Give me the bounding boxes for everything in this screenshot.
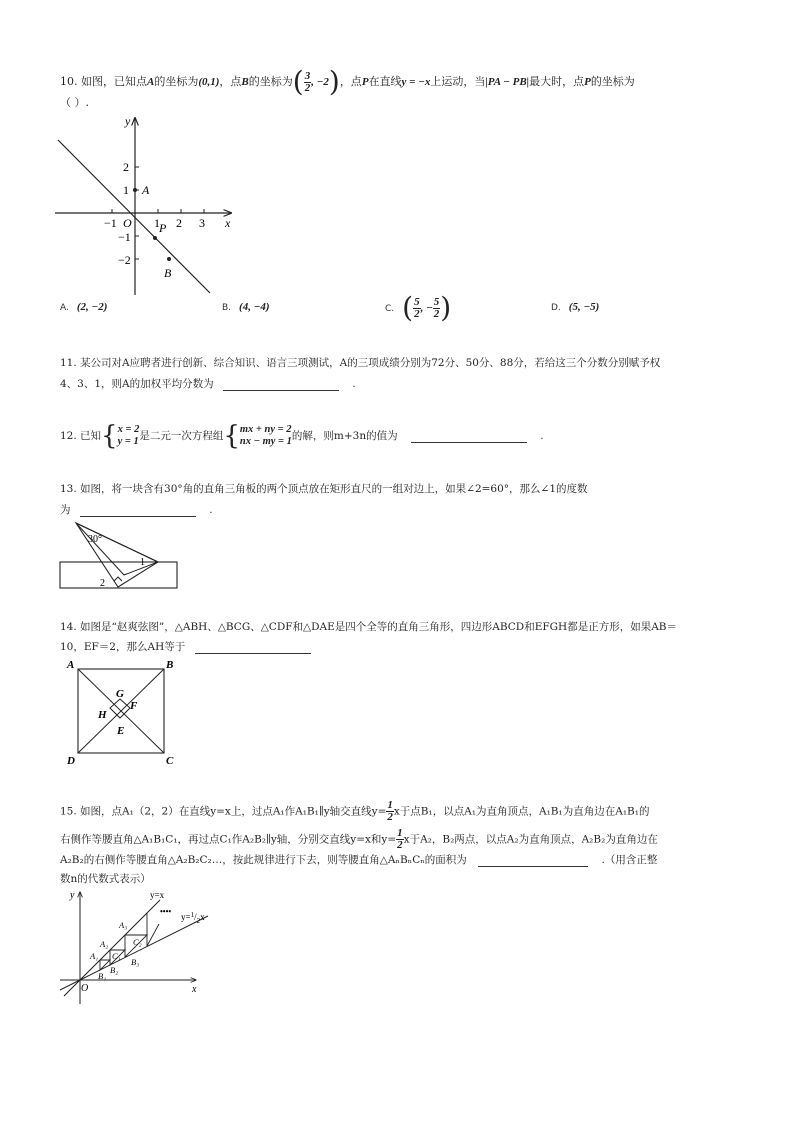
point-B bbox=[167, 257, 171, 261]
angle-1-label: 1 bbox=[140, 557, 145, 568]
line-y-neg-x bbox=[58, 140, 210, 293]
svg-text:C₂: C₂ bbox=[133, 937, 142, 947]
q13-line2: 为 . bbox=[60, 504, 213, 516]
tick-y-1: 1 bbox=[123, 183, 129, 197]
svg-text:O: O bbox=[81, 983, 89, 994]
q10-option-a[interactable]: A. (2, −2) bbox=[60, 301, 108, 313]
q11-line2: 4、3、1，则A的加权平均分数为 . bbox=[60, 378, 356, 390]
q11-number: 11. bbox=[60, 357, 77, 369]
svg-text:y: y bbox=[70, 890, 75, 901]
q12-number: 12. bbox=[60, 430, 77, 442]
q15-line3: A₂B₂的右侧作等腰直角△A₂B₂C₂…，按此规律进行下去，则等腰直角△AₙBₙCₙ的面积为 .（用含正整 bbox=[60, 854, 658, 866]
line-y-eq-half-x bbox=[60, 916, 208, 990]
svg-text:A₁: A₁ bbox=[90, 951, 99, 961]
tick-x-1: 1 bbox=[154, 216, 160, 230]
tick-y-neg1: −1 bbox=[118, 230, 131, 244]
label-P: P bbox=[159, 221, 167, 235]
tick-y-2: 2 bbox=[123, 160, 129, 174]
q14-answer-blank[interactable] bbox=[195, 641, 311, 654]
svg-text:E: E bbox=[117, 725, 125, 737]
q14-line2: 10，EF＝2，那么AH等于 bbox=[60, 640, 311, 654]
q15-line2: 右侧作等腰直角△A₁B₁C₁，再过点C₁作A₂B₂∥y轴，分别交直线y=x和y= $\frac{1}{2}$ x于A₂，B₂两点，以点A₂为直角顶点，A₂B₂为直角边在 bbox=[60, 827, 658, 851]
svg-text:B₁: B₁ bbox=[98, 971, 107, 981]
svg-text:H: H bbox=[98, 709, 107, 721]
q10-coordinate-figure bbox=[55, 115, 240, 300]
svg-text:A: A bbox=[67, 659, 75, 671]
q10-option-b[interactable]: B. (4, −4) bbox=[222, 301, 270, 313]
line-y-eq-x bbox=[64, 900, 160, 996]
svg-text:C₁: C₁ bbox=[112, 951, 121, 961]
svg-text:F: F bbox=[130, 700, 138, 712]
q13-line1: 13. 如图，将一块含有30°角的直角三角板的两个顶点放在矩形直尺的一组对边上，如果∠2=60°，那么∠1的度数 bbox=[60, 483, 588, 495]
svg-text:B₃: B₃ bbox=[131, 957, 140, 967]
angle-30-label: 30° bbox=[88, 534, 102, 545]
axis-label-x: x bbox=[225, 216, 231, 230]
q14-number: 14. bbox=[60, 621, 77, 633]
q13-number: 13. bbox=[60, 483, 77, 495]
q15-coordinate-figure bbox=[58, 888, 218, 1006]
q15-number: 15. bbox=[60, 805, 77, 818]
svg-text:B: B bbox=[166, 659, 174, 671]
label-B: B bbox=[164, 266, 172, 280]
svg-text:y=1/2x: $y=^1/_2x$ bbox=[181, 911, 205, 925]
point-P bbox=[153, 236, 157, 240]
q10-answer-paren: （ ）. bbox=[60, 96, 89, 109]
svg-text:B₂: B₂ bbox=[110, 965, 119, 975]
q10-option-c[interactable]: C. ( $\frac{5}{2}$ , − $\frac{5}{2}$ ) bbox=[385, 291, 452, 324]
q10-option-d[interactable]: D. (5, −5) bbox=[551, 301, 600, 313]
origin-label: O bbox=[123, 216, 132, 230]
q10-bx-fraction: $\frac{3}{2}$ bbox=[304, 69, 311, 94]
q14-zhao-shuang-figure bbox=[62, 657, 182, 769]
svg-text:G: G bbox=[116, 688, 124, 700]
q14-line1: 14. 如图是“赵爽弦图”，△ABH、△BCG、△CDF和△DAE是四个全等的直角三角形，四边形ABCD和EFGH都是正方形，如果AB＝ bbox=[60, 621, 678, 633]
svg-text:A₂: A₂ bbox=[100, 939, 109, 949]
q12-stem: 12. 已知{ x = 2 y = 1 是二元一次方程组{ mx + ny = 2 nx − my = 1 的解，则m+3n的值为 . bbox=[60, 421, 544, 451]
label-A: A bbox=[142, 183, 150, 197]
square-EFGH bbox=[110, 699, 130, 718]
tick-y-neg2: −2 bbox=[118, 253, 131, 267]
q13-ruler-triangle-figure bbox=[58, 520, 183, 590]
tick-x-neg1: −1 bbox=[104, 216, 117, 230]
svg-text:D: D bbox=[67, 755, 75, 767]
ruler bbox=[60, 562, 177, 588]
q15-answer-blank[interactable] bbox=[478, 854, 588, 867]
tick-x-3: 3 bbox=[199, 216, 205, 230]
q12-system1: x = 2 y = 1 bbox=[117, 424, 140, 447]
axis-label-y: y bbox=[125, 115, 131, 128]
q11-answer-blank[interactable] bbox=[223, 378, 339, 391]
q11-line1: 11. 某公司对A应聘者进行创新、综合知识、语言三项测试，A的三项成绩分别为72分、50分、88分，若给这三个分数分别赋予权 bbox=[60, 357, 661, 369]
angle-2-label: 2 bbox=[100, 578, 105, 589]
tick-x-2: 2 bbox=[176, 216, 182, 230]
q12-system2: mx + ny = 2 nx − my = 1 bbox=[239, 424, 292, 447]
svg-text:A₃: A₃ bbox=[119, 920, 128, 930]
q10-number: 10. bbox=[60, 75, 78, 88]
q15-line4: 数n的代数式表示） bbox=[60, 873, 151, 885]
svg-text:C: C bbox=[166, 755, 174, 767]
svg-text:y=x: y=x bbox=[150, 890, 165, 900]
point-A bbox=[133, 188, 137, 192]
svg-text:x: x bbox=[192, 984, 197, 995]
q10-stem: 10. 如图，已知点A的坐标为(0,1)，点B的坐标为( $\frac{3}{2}$ , −2)，点P在直线y = −x上运动，当|PA − PB|最大时，点P的坐标为 bbox=[60, 65, 635, 98]
svg-text:••••: •••• bbox=[160, 907, 172, 916]
q13-answer-blank[interactable] bbox=[80, 504, 196, 517]
q12-answer-blank[interactable] bbox=[411, 430, 527, 443]
q15-line1: 15. 如图，点A₁（2，2）在直线y=x上，过点A₁作A₁B₁∥y轴交直线y= $\frac{1}{2}$ x于点B₁，以点A₁为直角顶点，A₁B₁为直角边在A₁B₁的 bbox=[60, 799, 650, 823]
